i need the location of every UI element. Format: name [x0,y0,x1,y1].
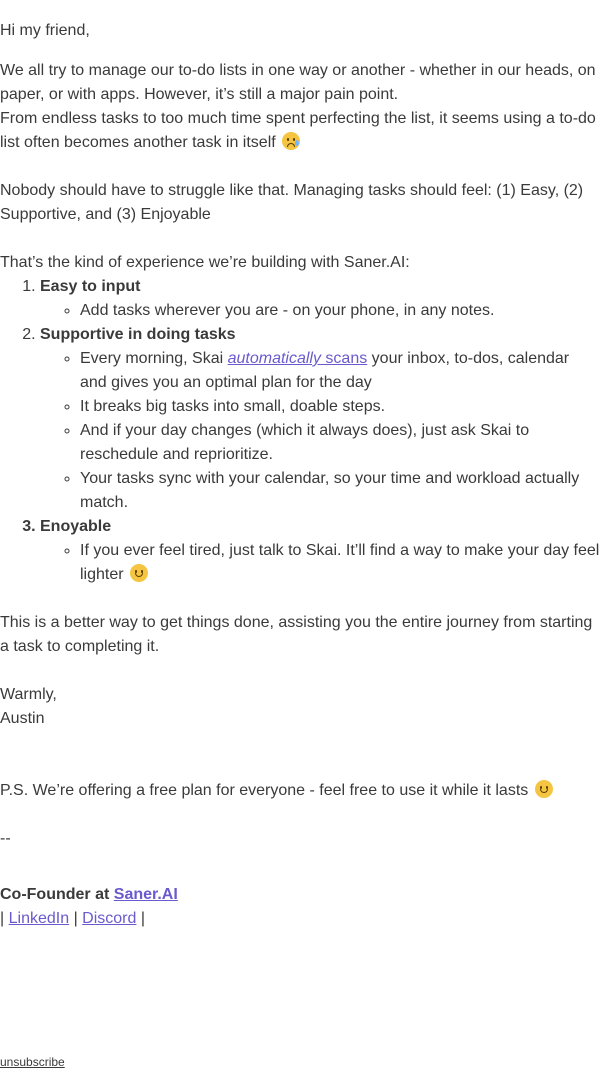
feature-bullets [40,299,600,323]
link-plain-text: scans [320,350,368,367]
feature-item-easy [40,275,600,323]
list-item: ◦ It breaks big tasks into small, doable steps. [80,395,600,419]
intro-line-1: We all try to manage our to-do lists in one way or another - whether in our heads, on paper, or with apps. However, it’s still a major pain point. [0,62,596,103]
linkedin-link[interactable]: LinkedIn [8,910,70,927]
better-way-paragraph: This is a better way to get things done, assisting you the entire journey from starting a task to completing it. [0,614,593,655]
signature [0,883,600,931]
discord-link[interactable]: Discord [82,910,137,927]
feature-list [0,275,600,587]
signoff-name: Austin [0,710,45,727]
smile-face-icon [130,564,148,582]
intro-line-2: From endless tasks to too much time spent perfecting the list, it seems using a to-do list often becomes another task in itself [0,110,596,151]
list-item: ◦ Add tasks wherever you are - on your phone, in any notes. [80,299,600,323]
list-item: ◦ Your tasks sync with your calendar, so your time and workload actually match. [80,467,600,515]
pipe-separator: | [73,910,78,927]
experience-intro: That’s the kind of experience we’re building with Saner.AI: [0,254,410,271]
ps-text: P.S. We’re offering a free plan for everyone - feel free to use it while it lasts [0,782,529,799]
signature-separator: -- [0,830,11,847]
greeting: Hi my friend, [0,22,90,39]
bullet-text: If you ever feel tired, just talk to Skai. It’ll find a way to make your day feel lighter [80,542,600,583]
feature-title: Enoyable [40,518,112,535]
signoff [0,683,600,731]
bullet-text: your inbox, to-dos, calendar and gives you an optimal plan for the day [80,350,570,391]
bullet-text: Every morning, Skai [80,350,228,367]
feature-title: Easy to input [40,278,141,295]
nobody-paragraph: Nobody should have to struggle like that. Managing tasks should feel: (1) Easy, (2) Supportive, and (3) Enjoyable [0,182,584,223]
signature-role: Co-Founder at [0,886,114,903]
unsubscribe-link[interactable]: unsubscribe [0,1055,65,1069]
feature-title: Supportive in doing tasks [40,326,236,343]
pipe-separator: | [0,910,5,927]
list-item [80,347,600,395]
signoff-closing: Warmly, [0,686,57,703]
email-body [0,19,600,931]
list-item: ◦ And if your day changes (which it always does), just ask Skai to reschedule and reprioritize. [80,419,600,467]
intro-paragraph [0,59,600,155]
link-italic-text: automatically [227,350,321,367]
feature-bullets [40,347,600,515]
smile-face-icon [535,780,553,798]
feature-item-supportive [40,323,600,515]
feature-item-enjoyable [40,515,600,587]
sad-sweat-face-icon [282,132,300,150]
feature-bullets [40,539,600,587]
ps-paragraph [0,779,600,803]
automatically-scans-link[interactable] [228,350,368,367]
saner-ai-link[interactable]: Saner.AI [113,886,178,903]
list-item [80,539,600,587]
pipe-separator: | [140,910,146,927]
